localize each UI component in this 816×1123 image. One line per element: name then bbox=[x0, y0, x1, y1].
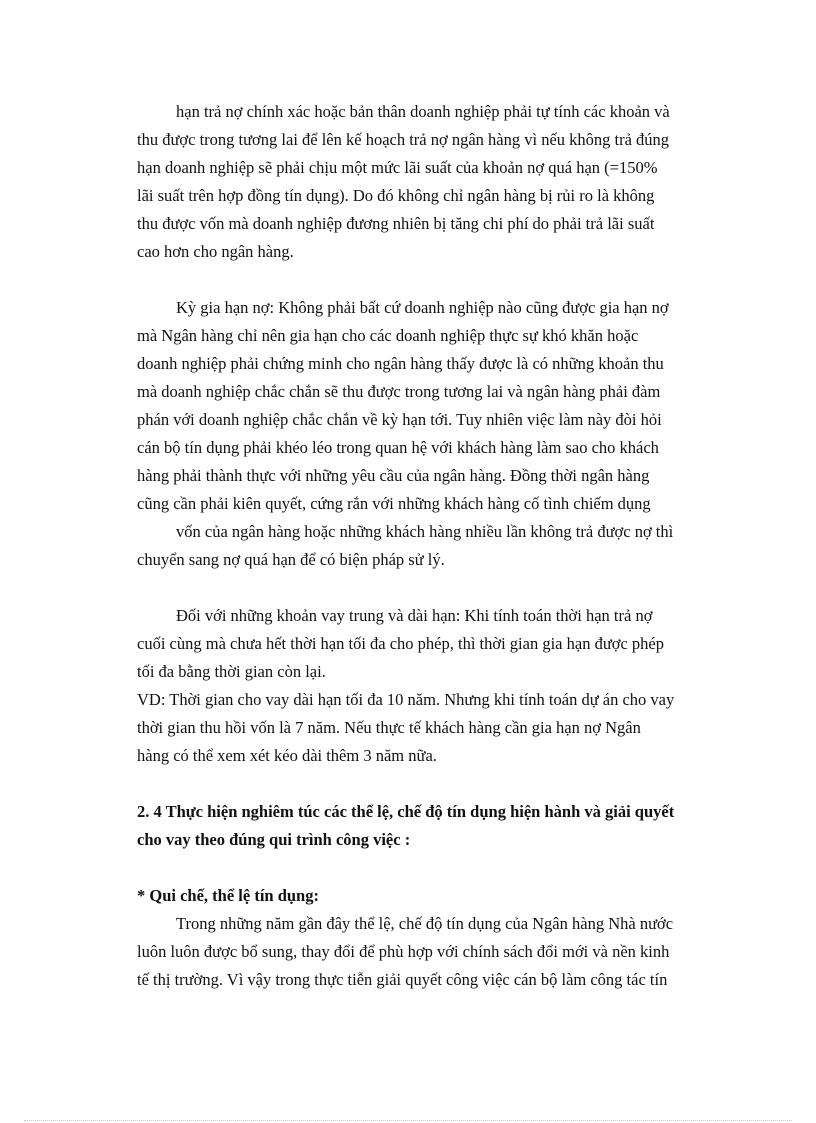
text-line: cao hơn cho ngân hàng. bbox=[137, 242, 294, 261]
heading-line: 2. 4 Thực hiện nghiêm túc các thể lệ, chế độ tín dụng hiện hành và giải quyết bbox=[137, 802, 675, 821]
paragraph-gap bbox=[137, 770, 764, 798]
text-line: Trong những năm gần đây thể lệ, chế độ tín dụng của Ngân hàng Nhà nước bbox=[176, 914, 674, 933]
text-line: tế thị trường. Vì vậy trong thực tiễn giải quyết công việc cán bộ làm công tác tín bbox=[137, 970, 668, 989]
subsection-credit-regulations bbox=[137, 882, 764, 994]
text-line: luôn luôn được bổ sung, thay đổi để phù hợp với chính sách đổi mới và nền kinh bbox=[137, 942, 670, 961]
text-line: Kỳ gia hạn nợ: Không phải bất cứ doanh nghiệp nào cũng được gia hạn nợ bbox=[176, 298, 669, 317]
page-content bbox=[137, 98, 764, 994]
section-heading bbox=[137, 798, 764, 854]
subsection-title: * Qui chế, thể lệ tín dụng: bbox=[137, 886, 319, 905]
text-line: VD: Thời gian cho vay dài hạn tối đa 10 năm. Nhưng khi tính toán dự án cho vay bbox=[137, 690, 675, 709]
text-line: doanh nghiệp phải chứng minh cho ngân hàng thấy được là có những khoản thu bbox=[137, 354, 664, 373]
text-line: cũng cần phải kiên quyết, cứng rắn với những khách hàng cố tình chiếm dụng bbox=[137, 494, 651, 513]
paragraph-gap bbox=[137, 266, 764, 294]
text-line: hạn trả nợ chính xác hoặc bản thân doanh nghiệp phải tự tính các khoản và bbox=[176, 102, 670, 121]
heading-line: cho vay theo đúng qui trình công việc : bbox=[137, 830, 411, 849]
text-line: chuyển sang nợ quá hạn để có biện pháp sử lý. bbox=[137, 550, 445, 569]
paragraph-medium-long-term bbox=[137, 602, 764, 686]
text-line: thu được trong tương lai để lên kế hoạch trả nợ ngân hàng vì nếu không trả đúng bbox=[137, 130, 670, 149]
paragraph-gap bbox=[137, 854, 764, 882]
text-line: cuối cùng mà chưa hết thời hạn tối đa cho phép, thì thời gian gia hạn được phép bbox=[137, 634, 665, 653]
text-line: thời gian thu hồi vốn là 7 năm. Nếu thực tế khách hàng cần gia hạn nợ Ngân bbox=[137, 718, 641, 737]
text-line: hàng phải thành thực với những yêu cầu của ngân hàng. Đồng thời ngân hàng bbox=[137, 466, 650, 485]
paragraph-repayment bbox=[137, 98, 764, 266]
text-line: hạn doanh nghiệp sẽ phải chịu một mức lãi suất của khoản nợ quá hạn (=150% bbox=[137, 158, 658, 177]
text-line: hàng có thể xem xét kéo dài thêm 3 năm nữa. bbox=[137, 746, 437, 765]
text-line: phán với doanh nghiệp chắc chắn về kỳ hạn tới. Tuy nhiên việc làm này đòi hỏi bbox=[137, 410, 662, 429]
paragraph-example bbox=[137, 686, 764, 770]
text-line: lãi suất trên hợp đồng tín dụng). Do đó không chỉ ngân hàng bị rủi ro là không bbox=[137, 186, 655, 205]
paragraph-gap bbox=[137, 574, 764, 602]
text-line: mà Ngân hàng chỉ nên gia hạn cho các doanh nghiệp thực sự khó khăn hoặc bbox=[137, 326, 639, 345]
text-line: vốn của ngân hàng hoặc những khách hàng nhiều lần không trả được nợ thì bbox=[176, 522, 674, 541]
text-line: Đối với những khoản vay trung và dài hạn: Khi tính toán thời hạn trả nợ bbox=[176, 606, 653, 625]
text-line: tối đa bằng thời gian còn lại. bbox=[137, 662, 326, 681]
text-line: cán bộ tín dụng phải khéo léo trong quan hệ với khách hàng làm sao cho khách bbox=[137, 438, 659, 457]
text-line: thu được vốn mà doanh nghiệp đương nhiên bị tăng chi phí do phải trả lãi suất bbox=[137, 214, 655, 233]
text-line: mà doanh nghiệp chắc chắn sẽ thu được trong tương lai và ngân hàng phải đàm bbox=[137, 382, 661, 401]
paragraph-extension-term bbox=[137, 294, 764, 574]
page-bottom-divider bbox=[24, 1120, 792, 1121]
